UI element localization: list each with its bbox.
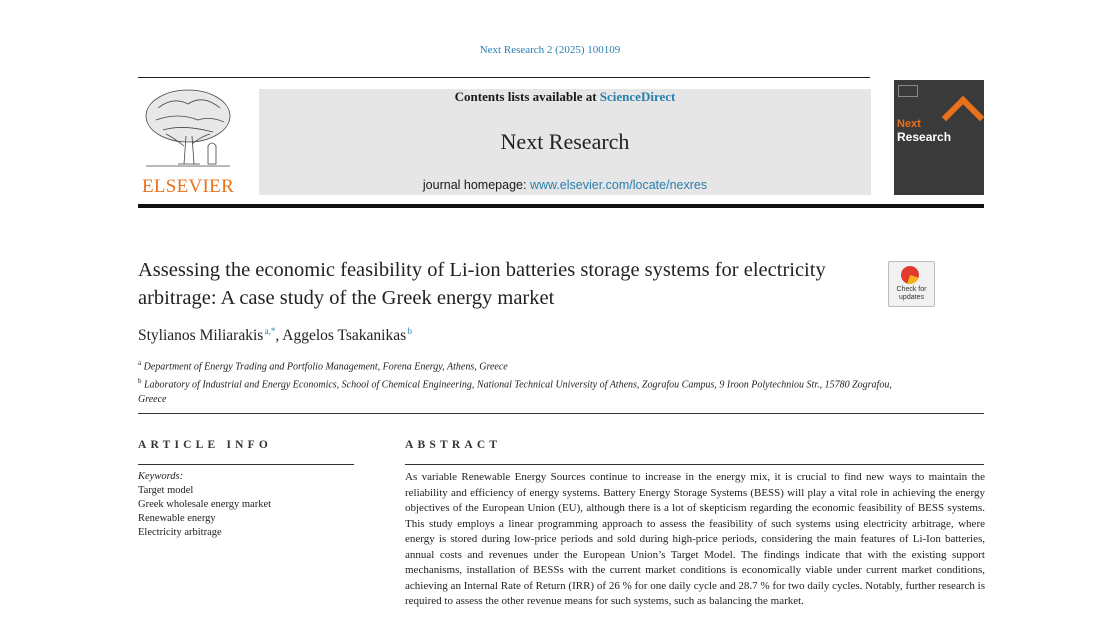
affiliations (138, 356, 898, 407)
author-name[interactable]: Stylianos Miliarakis (138, 327, 264, 344)
keyword-item: Greek wholesale energy market (138, 499, 272, 510)
cover-header-mark (898, 85, 918, 97)
abstract-text: As variable Renewable Energy Sources continue to increase in the energy mix, it is crucial to find new ways to maintain the reliability and efficiency of energy systems. Battery Energy Storage Systems (BESS) will play a vital role in achieving the energy objectives of the European Union (EU), although there is a lot of skepticism regarding the economic feasibility of BESS systems. This study employs a linear programming approach to assess the feasibility of such systems using electricity arbitrage, where energy is stored during low-price periods and sold during high-price periods, considering the main features of Li-Ion batteries, annual costs and revenues under the European Union’s Target Model. The findings indicate that with the existing support mechanisms, installation of BESSs with the current market conditions is economically viable under current market conditions, achieving an Internal Rate of Return (IRR) of 26 % for one daily cycle and 28.7 % for two daily cycles. Notably, further research is required to assess the other revenue means for such systems, such as balancing the market. (405, 471, 985, 607)
elsevier-logo (138, 86, 238, 196)
affiliation-sup: b (138, 377, 142, 386)
keyword-item: Target model (138, 485, 194, 496)
cover-title-line1: Next (897, 118, 921, 130)
journal-name: Next Research (500, 129, 630, 154)
check-updates-line2: updates (899, 294, 924, 301)
keywords-label: Keywords: (138, 471, 184, 482)
author-affil-sup[interactable]: b (407, 326, 412, 336)
journal-cover[interactable] (894, 80, 984, 195)
author-list: Stylianos Miliarakis $^{a,*}$, Aggelos Tsakanikas $^b$ (138, 326, 412, 344)
homepage-line (259, 178, 871, 192)
article-info-heading: ARTICLE INFO (138, 439, 273, 451)
article-info-divider (138, 464, 354, 465)
check-updates-label (889, 286, 934, 302)
homepage-link[interactable]: www.elsevier.com/locate/nexres (529, 178, 708, 192)
publisher-name: ELSEVIER (141, 176, 235, 197)
author-name[interactable]: Aggelos Tsakanikas (282, 327, 407, 344)
abstract-divider (405, 464, 984, 465)
sciencedirect-link[interactable]: ScienceDirect (599, 89, 676, 104)
header-divider (138, 204, 984, 208)
affiliation-sup: a (138, 359, 142, 367)
keyword-item: Electricity arbitrage (138, 527, 222, 538)
article-title: Assessing the economic feasibility of Li-ion batteries storage systems for electricity arbitrage: A case study of the Greek energy market (138, 259, 826, 309)
journal-banner (259, 89, 871, 195)
affiliation-text: Department of Energy Trading and Portfolio Management, Forena Energy, Athens, Greece (143, 361, 508, 373)
keyword-item: Renewable energy (138, 513, 216, 524)
affiliation-item (138, 356, 898, 374)
section-divider (138, 413, 984, 414)
cover-title-line2: Research (897, 130, 952, 144)
check-for-updates-button[interactable] (888, 261, 935, 307)
journal-citation[interactable]: Next Research 2 (2025) 100109 (479, 44, 621, 56)
contents-line (259, 89, 871, 105)
affiliation-text: Laboratory of Industrial and Energy Economics, School of Chemical Engineering, National Technical University of Athens, Zografou Campus, 9 Iroon Polytechniou Str., 15780 Zografou, Greece (138, 379, 892, 405)
affiliation-item (138, 374, 898, 406)
crossmark-icon (901, 266, 919, 284)
homepage-prefix: journal homepage: (422, 178, 530, 192)
check-updates-line1: Check for (896, 286, 927, 293)
abstract-heading: ABSTRACT (405, 439, 502, 451)
contents-prefix: Contents lists available at (454, 89, 600, 104)
keywords-block (138, 470, 271, 540)
tree-icon (138, 86, 238, 172)
author-affil-sup[interactable]: a,* (264, 326, 276, 336)
top-divider (138, 77, 870, 78)
